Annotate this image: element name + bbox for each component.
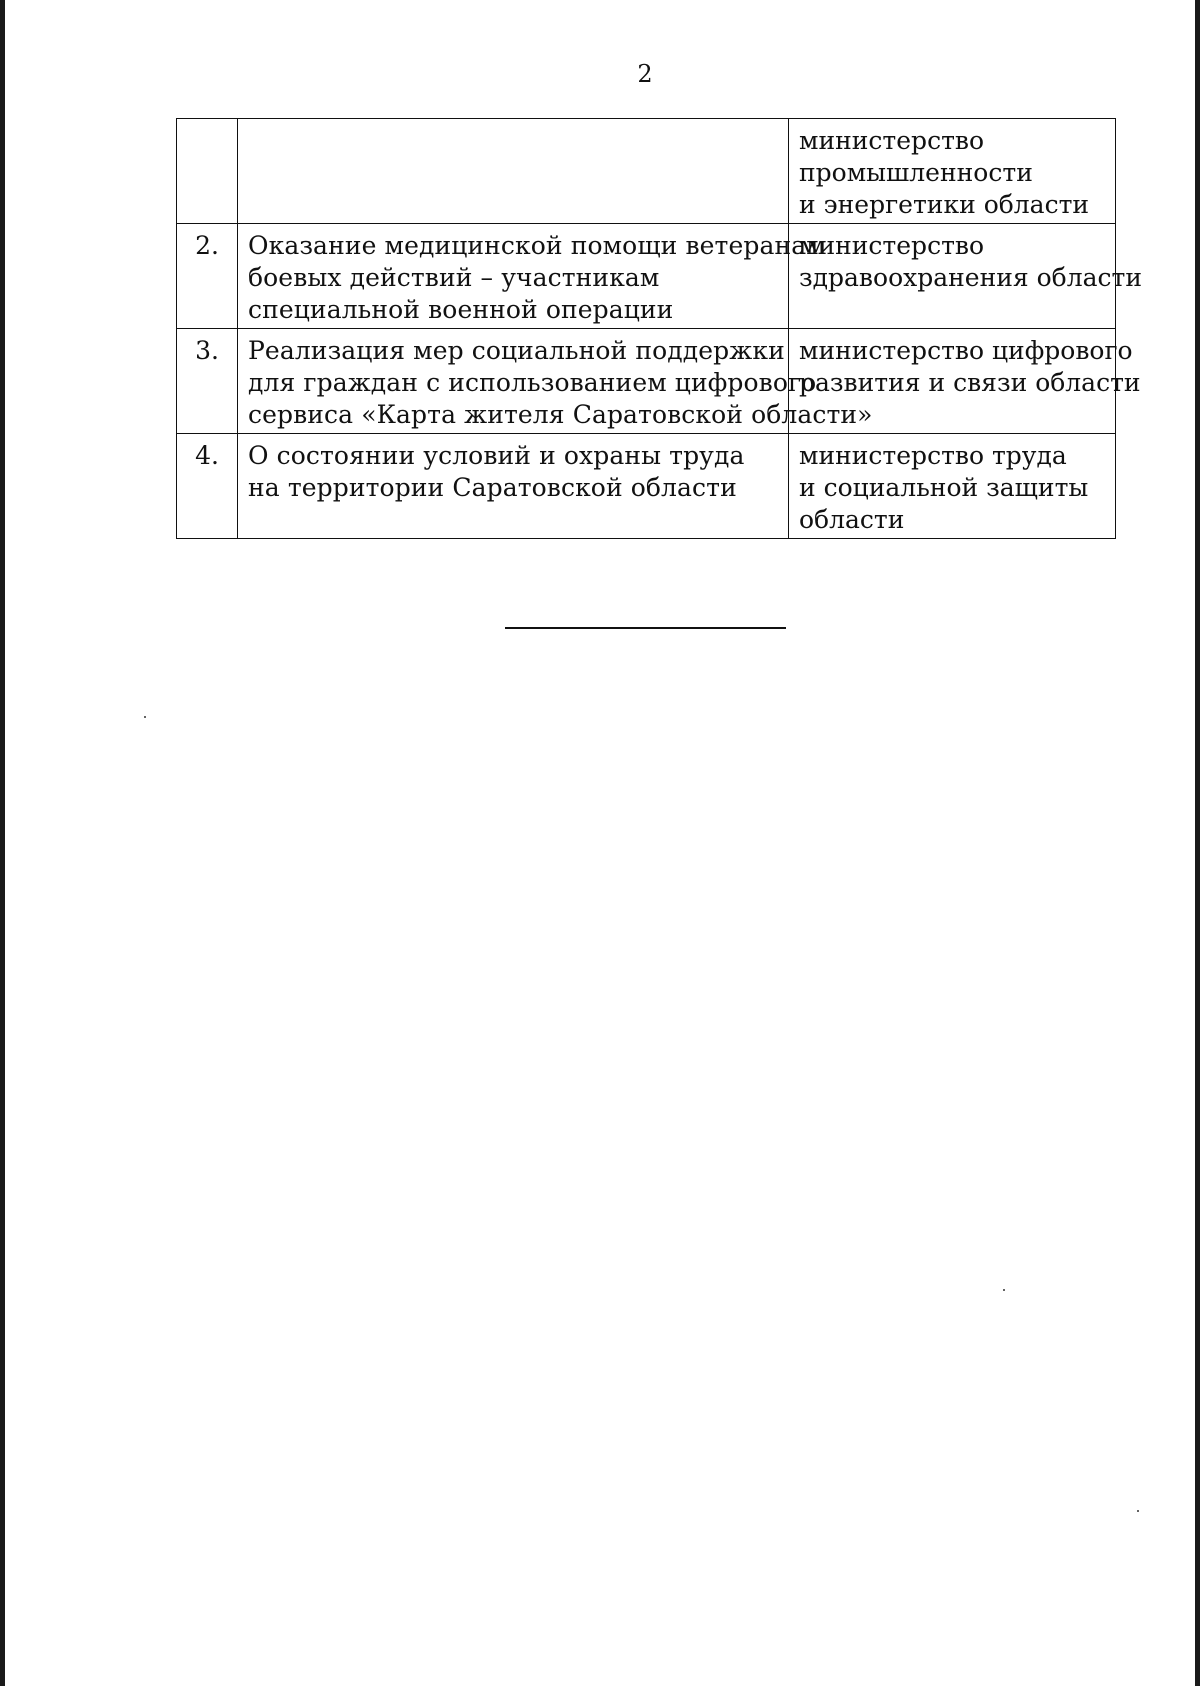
title-line: сервиса «Карта жителя Саратовской области»: [248, 400, 873, 429]
title-line: на территории Саратовской области: [248, 473, 737, 502]
org-line: развития и связи области: [799, 368, 1141, 397]
scan-edge-right: [1195, 0, 1200, 1686]
row-org-cell: [789, 224, 1143, 329]
document-table: [176, 118, 1143, 539]
table-row: [177, 224, 1116, 329]
scan-speck: [144, 716, 146, 718]
org-line: здравоохранения области: [799, 263, 1143, 292]
title-line: специальной военной операции: [248, 295, 674, 324]
org-line: промышленности: [799, 158, 1033, 187]
org-line: и социальной защиты: [799, 473, 1089, 502]
table-row: [177, 119, 1116, 224]
scan-edge-left: [0, 0, 5, 1686]
row-org-cell: [789, 119, 1116, 224]
row-title-cell: [238, 224, 826, 329]
row-org-cell: [789, 434, 1116, 539]
org-line: министерство: [799, 126, 985, 155]
row-number-cell: [177, 119, 238, 224]
scan-speck: [1137, 1510, 1139, 1512]
table-row: [177, 434, 1116, 539]
row-number-cell: 4.: [177, 434, 238, 539]
page-number: 2: [637, 60, 653, 88]
title-line: боевых действий – участникам: [248, 263, 660, 292]
org-line: министерство цифрового: [799, 336, 1133, 365]
scan-speck: [1003, 1289, 1005, 1291]
title-line: О состоянии условий и охраны труда: [248, 441, 745, 470]
row-title-cell: [238, 329, 873, 434]
row-title-cell: [238, 434, 789, 539]
table-row: [177, 329, 1116, 434]
org-line: области: [799, 505, 905, 534]
row-number-cell: 2.: [177, 224, 238, 329]
org-line: министерство: [799, 231, 985, 260]
org-line: министерство труда: [799, 441, 1067, 470]
title-line: Реализация мер социальной поддержки: [248, 336, 785, 365]
title-line: Оказание медицинской помощи ветеранам: [248, 231, 826, 260]
row-title-cell: [238, 119, 789, 224]
closing-rule: [505, 627, 786, 629]
org-line: и энергетики области: [799, 190, 1090, 219]
row-number-cell: 3.: [177, 329, 238, 434]
title-line: для граждан с использованием цифрового: [248, 368, 817, 397]
